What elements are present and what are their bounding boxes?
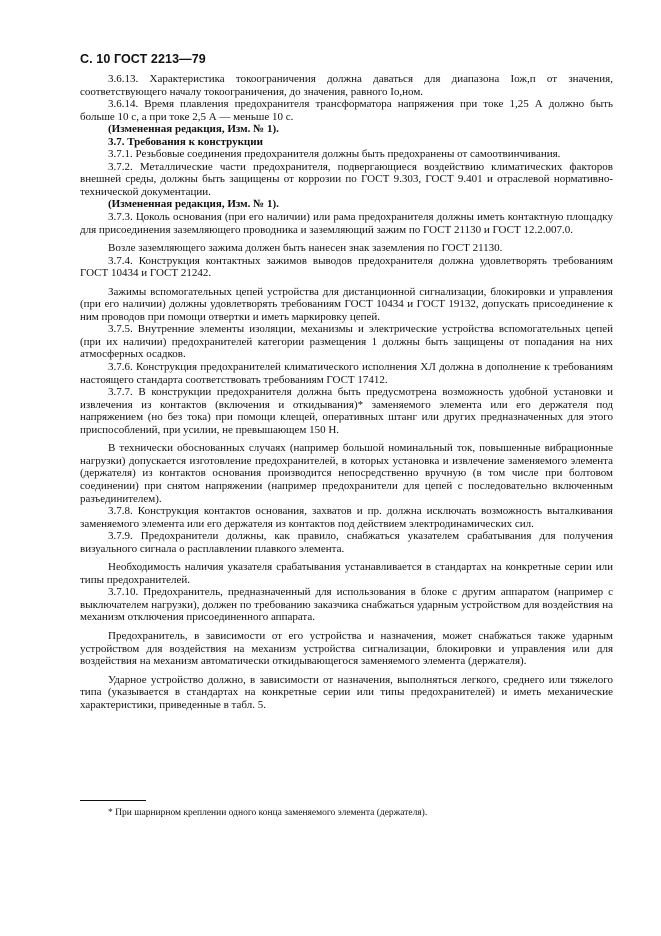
paragraph-3-7-9: 3.7.9. Предохранители должны, как правило, снабжаться указателем срабатывания для получения визуального сигнала о расплавлении плавкого элемента. [80,530,613,555]
paragraph-indicator-necessity: Необходимость наличия указателя срабатывания устанавливается в стандартах на конкретные серии или типы предохранителей. [80,561,613,586]
paragraph-3-7-2: 3.7.2. Металлические части предохранителя, подвергающиеся воздействию климатических факторов внешней среды, должны быть защищены от коррозии по ГОСТ 9.303, ГОСТ 9.401 и отраслевой нормативно-технической документации. [80,160,613,198]
paragraph-3-7-3: 3.7.3. Цоколь основания (при его наличии) или рама предохранителя должны иметь контактную площадку для присоединения заземляющего проводника и заземляющий зажим по ГОСТ 21130 и ГОСТ 12.2.007.0. [80,211,613,236]
paragraph-3-7-8: 3.7.8. Конструкция контактов основания, захватов и пр. должна исключать возможность выталкивания заменяемого элемента или его держателя из контактов под действием электродинамических сил. [80,505,613,530]
paragraph-3-7-5: 3.7.5. Внутренние элементы изоляции, механизмы и электрические устройства вспомогательных цепей (при их наличии) предохранителей категории размещения 1 должны быть защищены от попадания на них атмосферных осадков. [80,323,613,361]
amendment-note: (Измененная редакция, Изм. № 1). [108,123,279,136]
paragraph-striker-signaling: Предохранитель, в зависимости от его устройства и назначения, может снабжаться также ударным устройством для воздействия на механизм устройства сигнализации, блокировки и управления или для воздействия на механизм автоматически откидывающегося заменяемого элемента (держателя). [80,629,613,668]
paragraph-manual-installation: В технически обоснованных случаях (например большой номинальный ток, повышенные вибрационные нагрузки) допускается изготовление предохранителей, в которых установка и извлечение заменяемого элемента (держателя) из контактов основания производится непосредственно вручную (в том числе при болтовом соединении) при снятом напряжении (например предохранители для цепей с последовательно включенным разъединителем). [80,442,613,505]
section-heading-3-7: 3.7. Требования к конструкции [108,135,263,148]
paragraph-3-6-14: 3.6.14. Время плавления предохранителя трансформатора напряжения при токе 1,25 А должно быть больше 10 с, а при токе 2,5 А — меньше 10 с. [80,98,613,123]
amendment-note: (Измененная редакция, Изм. № 1). [108,198,279,211]
paragraph-aux-terminals: Зажимы вспомогательных цепей устройства для дистанционной сигнализации, блокировки и управления (при его наличии) должны удовлетворять требованиям ГОСТ 10434 и ГОСТ 19132, допускать присоединение к ним проводов при помощи отвертки и иметь маркировку цепей. [80,285,613,323]
paragraph-3-7-4: 3.7.4. Конструкция контактных зажимов выводов предохранителя должна удовлетворять требованиям ГОСТ 10434 и ГОСТ 21242. [80,254,613,280]
page-header: С. 10 ГОСТ 2213—79 [80,52,206,66]
footnote: * При шарнирном креплении одного конца заменяемого элемента (держателя). [108,808,428,818]
paragraph-3-7-7: 3.7.7. В конструкции предохранителя должна быть предусмотрена возможность удобной установки и извлечения из контактов (включения и откидывания)* заменяемого элемента или его держателя под напряжением (но без тока) при помощи клещей, оперативных штанг или других предназначенных для этого приспособлений, при усилии, не превышающем 150 Н. [80,386,613,436]
paragraph-grounding-sign: Возле заземляющего зажима должен быть нанесен знак заземления по ГОСТ 21130. [108,242,503,255]
paragraph-3-6-13: 3.6.13. Характеристика токоограничения должна даваться для диапазона Iож,п от значения, соответствующего началу токоограничения, до значения, равного Iо,ном. [80,73,613,98]
document-body [80,73,613,711]
paragraph-3-7-10: 3.7.10. Предохранитель, предназначенный для использования в блоке с другим аппаратом (например с выключателем нагрузки), должен по требованию заказчика снабжаться ударным устройством для воздействия на механизм отключения присоединенного аппарата. [80,586,613,624]
paragraph-striker-types: Ударное устройство должно, в зависимости от назначения, выполняться легкого, среднего или тяжелого типа (указывается в стандартах на конкретные серии или типы предохранителей) и иметь механические характеристики, приведенные в табл. 5. [80,673,613,711]
paragraph-3-7-6: 3.7.6. Конструкция предохранителей климатического исполнения ХЛ должна в дополнение к требованиям настоящего стандарта соответствовать требованиям ГОСТ 17412. [80,361,613,386]
footnote-divider [80,800,146,801]
paragraph-3-7-1: 3.7.1. Резьбовые соединения предохранителя должны быть предохранены от самоотвинчивания. [108,148,561,161]
